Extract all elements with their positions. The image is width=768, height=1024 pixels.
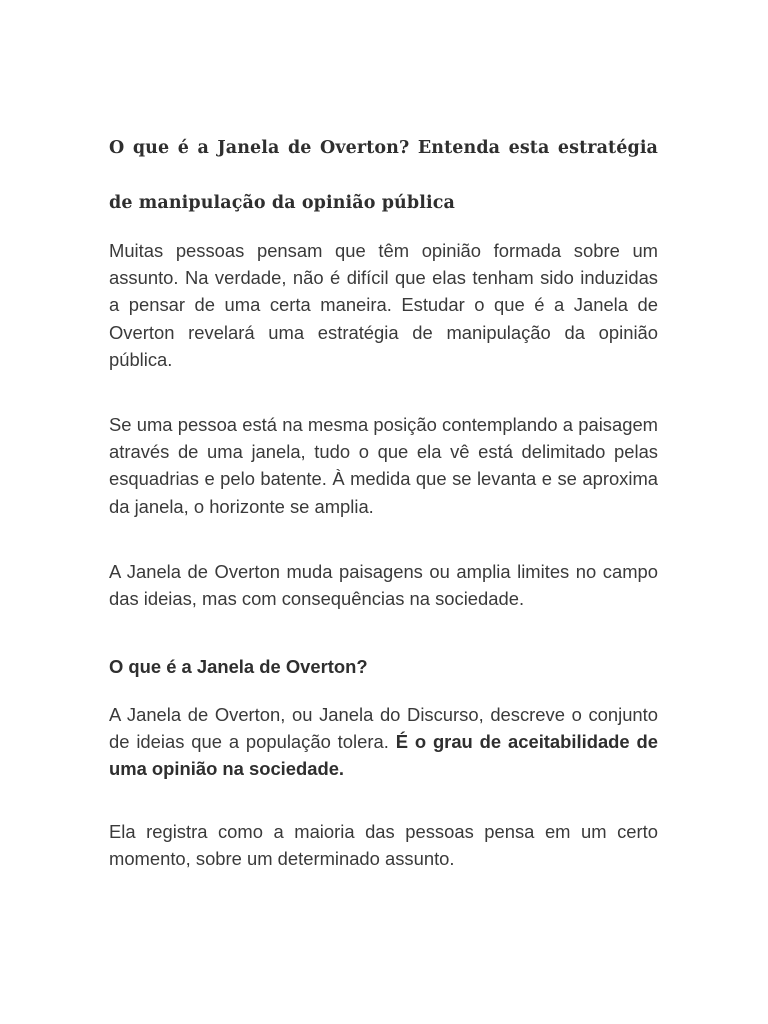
definition-text: A Janela de Overton, ou Janela do Discurso, descreve o conjunto de ideias que a população tolera. xyxy=(109,704,658,753)
paragraph-overton-effect: A Janela de Overton muda paisagens ou amplia limites no campo das ideias, mas com consequências na sociedade. xyxy=(109,561,658,610)
paragraph-definition xyxy=(109,701,658,783)
section-heading: O que é a Janela de Overton? xyxy=(109,656,368,677)
paragraph-window-metaphor: Se uma pessoa está na mesma posição contemplando a paisagem através de uma janela, tudo o que ela vê está delimitado pelas esquadrias e pelo batente. À medida que se levanta e se aproxima da janela, o horizonte se amplia. xyxy=(109,414,658,517)
paragraph-majority-opinion: Ela registra como a maioria das pessoas pensa em um certo momento, sobre um determinado assunto. xyxy=(109,821,658,870)
paragraph-intro: Muitas pessoas pensam que têm opinião formada sobre um assunto. Na verdade, não é difícil que elas tenham sido induzidas a pensar de uma certa maneira. Estudar o que é a Janela de Overton revelará uma estratégia de manipulação da opinião pública. xyxy=(109,240,658,370)
definition-emphasis: É o grau de aceitabilidade de uma opinião na sociedade. xyxy=(109,731,658,780)
article-title: O que é a Janela de Overton? Entenda esta estratégia de manipulação da opinião pública xyxy=(109,138,658,213)
